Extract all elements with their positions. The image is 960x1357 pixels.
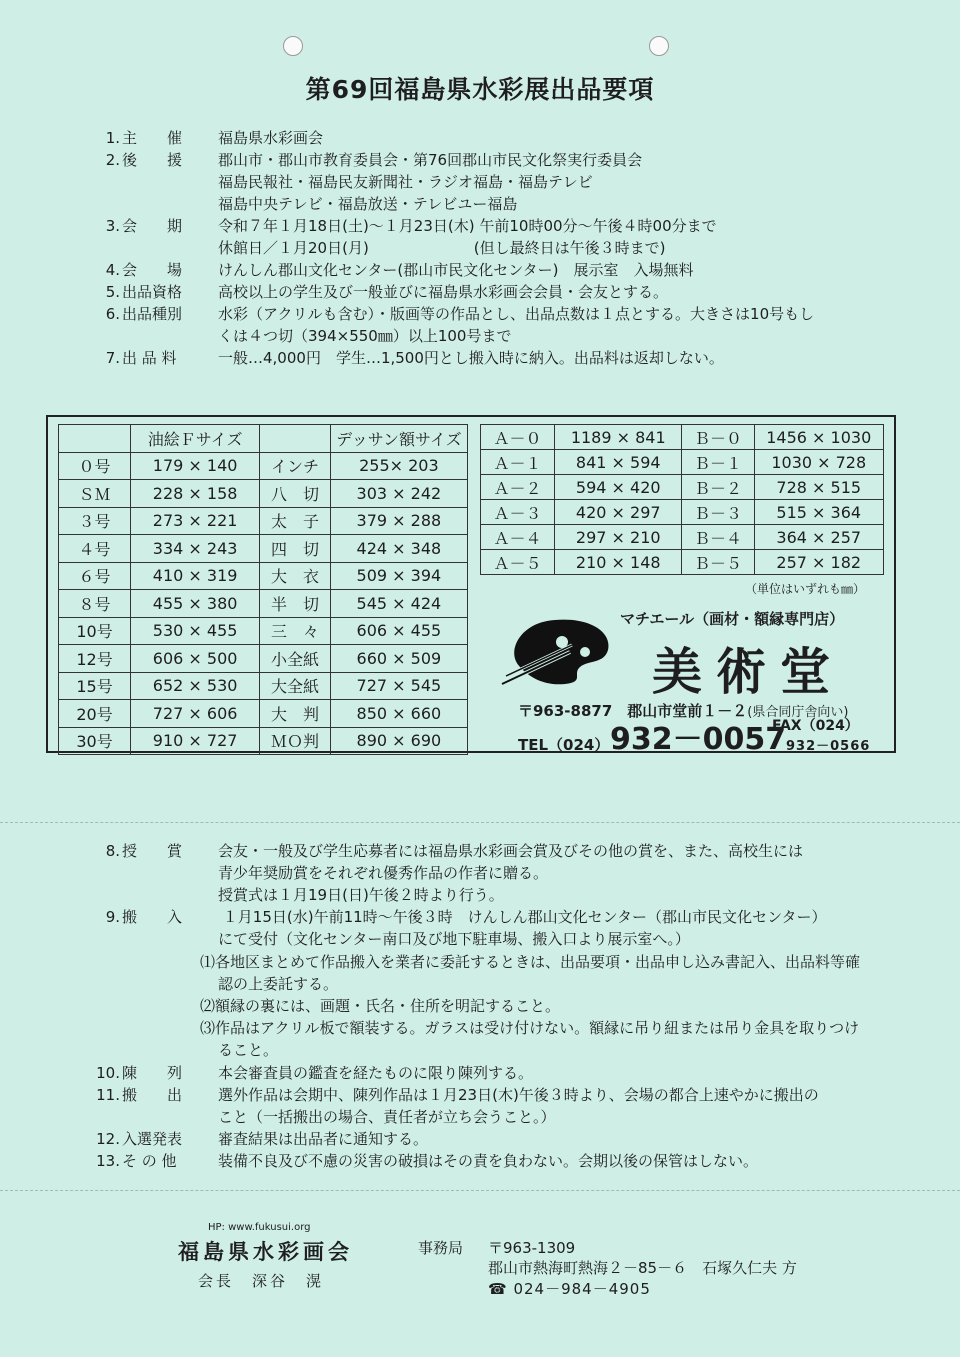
table-cell: 八 切 bbox=[260, 480, 331, 508]
table-cell: 大 判 bbox=[260, 700, 331, 728]
table-cell: 652 × 530 bbox=[131, 672, 260, 700]
item-label: 入選発表 bbox=[122, 1130, 183, 1148]
size-table-header-row bbox=[59, 425, 468, 453]
table-cell: 257 × 182 bbox=[754, 550, 883, 575]
table-cell: 850 × 660 bbox=[330, 700, 467, 728]
table-cell: ＭＯ判 bbox=[260, 727, 331, 755]
table-cell: Ａ－２ bbox=[481, 475, 555, 500]
item-label: そ の 他 bbox=[122, 1152, 177, 1170]
size-table-header: デッサン額サイズ bbox=[330, 425, 467, 453]
item-label: 搬 入 bbox=[122, 908, 183, 926]
page-title: 第69回福島県水彩展出品要項 bbox=[305, 75, 655, 104]
table-cell: Ｂ－３ bbox=[682, 500, 754, 525]
note-item: ⑶作品はアクリル板で額装する。ガラスは受け付けない。額縁に吊り紐または吊り金具を取りつけること。 bbox=[200, 1019, 860, 1059]
item-number: 12. bbox=[96, 1130, 120, 1148]
table-cell: 三 々 bbox=[260, 617, 331, 645]
palette-logo-icon bbox=[500, 612, 620, 687]
table-cell: ＳＭ bbox=[59, 480, 131, 508]
table-row bbox=[59, 562, 468, 590]
item-label: 授 賞 bbox=[122, 842, 183, 860]
item-text: 選外作品は会期中、陳列作品は１月23日(木)午後３時より、会場の都合上速やかに搬出の こと（一括搬出の場合、責任者が立ち会うこと。） bbox=[218, 1086, 819, 1126]
table-cell: Ａ－３ bbox=[481, 500, 555, 525]
table-cell: 364 × 257 bbox=[754, 525, 883, 550]
item-text: 会友・一般及び学生応募者には福島県水彩画会賞及びその他の賞を、また、高校生には 青少年奨励賞をそれぞれ優秀作品の作者に贈る。 授賞式は１月19日(日)午後２時より行う。 bbox=[218, 842, 804, 904]
table-cell: 15号 bbox=[59, 672, 131, 700]
item-number: 7. bbox=[105, 349, 120, 367]
table-cell: Ｂ－４ bbox=[682, 525, 754, 550]
item-label: 出品資格 bbox=[122, 283, 183, 301]
table-cell: 30号 bbox=[59, 727, 131, 755]
table-cell: 四 切 bbox=[260, 535, 331, 563]
item-number: 1. bbox=[105, 129, 120, 147]
office-phone: ☎ 024－984－4905 bbox=[488, 1280, 651, 1298]
table-cell: 410 × 319 bbox=[131, 562, 260, 590]
shop-fax-label: FAX（024） bbox=[772, 718, 859, 734]
table-row bbox=[59, 507, 468, 535]
office-address: 郡山市熱海町熱海２－85－６ 石塚久仁夫 方 bbox=[488, 1259, 797, 1277]
table-cell: Ｂ－１ bbox=[682, 450, 754, 475]
table-cell: 379 × 288 bbox=[330, 507, 467, 535]
table-cell: 727 × 606 bbox=[131, 700, 260, 728]
table-cell: 228 × 158 bbox=[131, 480, 260, 508]
table-cell: 455 × 380 bbox=[131, 590, 260, 618]
size-table bbox=[58, 424, 468, 755]
table-cell: 179 × 140 bbox=[131, 452, 260, 480]
item-number: 8. bbox=[105, 842, 120, 860]
table-cell: 420 × 297 bbox=[555, 500, 682, 525]
table-row bbox=[59, 452, 468, 480]
item-number: 4. bbox=[105, 261, 120, 279]
shop-zip-address: 〒963-8877 郡山市堂前１－２ bbox=[518, 702, 748, 720]
unit-note: （単位はいずれも㎜） bbox=[745, 582, 866, 596]
item-text: 郡山市・郡山市教育委員会・第76回郡山市民文化祭実行委員会 福島民報社・福島民友新聞社・ラジオ福島・福島テレビ 福島中央テレビ・福島放送・テレビユー福島 bbox=[218, 151, 643, 213]
table-row bbox=[481, 450, 884, 475]
table-row bbox=[59, 672, 468, 700]
fold-line bbox=[0, 1190, 960, 1191]
table-cell: 210 × 148 bbox=[555, 550, 682, 575]
table-cell: 728 × 515 bbox=[754, 475, 883, 500]
item-number: 13. bbox=[96, 1152, 120, 1170]
item-number: 6. bbox=[105, 305, 120, 323]
table-row bbox=[481, 525, 884, 550]
item-label: 会 場 bbox=[122, 261, 183, 279]
item-label: 後 援 bbox=[122, 151, 183, 169]
table-cell: 12号 bbox=[59, 645, 131, 673]
table-cell: 841 × 594 bbox=[555, 450, 682, 475]
shop-caption: マチエール（画材・額縁専門店） bbox=[620, 610, 845, 628]
item-number: 9. bbox=[105, 908, 120, 926]
fold-line bbox=[0, 822, 960, 823]
note-item: ⑵額縁の裏には、画題・氏名・住所を明記すること。 bbox=[200, 997, 561, 1015]
table-cell: 303 × 242 bbox=[330, 480, 467, 508]
item-text: けんしん郡山文化センター(郡山市民文化センター) 展示室 入場無料 bbox=[218, 261, 694, 279]
shop-name: 美術堂 bbox=[652, 643, 844, 701]
item-number: 3. bbox=[105, 217, 120, 235]
item-number: 10. bbox=[96, 1064, 120, 1082]
table-cell: 大全紙 bbox=[260, 672, 331, 700]
table-cell: 545 × 424 bbox=[330, 590, 467, 618]
table-cell: 1456 × 1030 bbox=[754, 425, 883, 450]
table-cell: 594 × 420 bbox=[555, 475, 682, 500]
table-cell: Ａ－４ bbox=[481, 525, 555, 550]
size-table-header bbox=[260, 425, 331, 453]
table-row bbox=[59, 480, 468, 508]
table-cell: インチ bbox=[260, 452, 331, 480]
organization-name: 福島県水彩画会 bbox=[178, 1240, 353, 1264]
table-cell: Ａ－１ bbox=[481, 450, 555, 475]
table-row bbox=[481, 425, 884, 450]
item-number: 11. bbox=[96, 1086, 120, 1104]
table-row bbox=[59, 700, 468, 728]
table-cell: ４号 bbox=[59, 535, 131, 563]
item-text: 高校以上の学生及び一般並びに福島県水彩画会会員・会友とする。 bbox=[218, 283, 669, 301]
table-cell: 890 × 690 bbox=[330, 727, 467, 755]
table-cell: 509 × 394 bbox=[330, 562, 467, 590]
table-cell: 515 × 364 bbox=[754, 500, 883, 525]
table-cell: 424 × 348 bbox=[330, 535, 467, 563]
table-cell: 半 切 bbox=[260, 590, 331, 618]
table-cell: 606 × 455 bbox=[330, 617, 467, 645]
table-cell: 255× 203 bbox=[330, 452, 467, 480]
homepage-url: HP: www.fukusui.org bbox=[208, 1222, 311, 1233]
item-text: 一般…4,000円 学生…1,500円とし搬入時に納入。出品料は返却しない。 bbox=[218, 349, 724, 367]
table-row bbox=[59, 645, 468, 673]
item-label: 会 期 bbox=[122, 217, 183, 235]
item-number: 5. bbox=[105, 283, 120, 301]
table-cell: 小全紙 bbox=[260, 645, 331, 673]
item-label: 搬 出 bbox=[122, 1086, 183, 1104]
item-label: 主 催 bbox=[122, 129, 183, 147]
table-cell: Ａ－５ bbox=[481, 550, 555, 575]
table-cell: ６号 bbox=[59, 562, 131, 590]
table-cell: 530 × 455 bbox=[131, 617, 260, 645]
shop-address-note: (県合同庁舎向い) bbox=[747, 705, 849, 720]
table-cell: 297 × 210 bbox=[555, 525, 682, 550]
item-label: 陳 列 bbox=[122, 1064, 183, 1082]
table-cell: Ｂ－０ bbox=[682, 425, 754, 450]
table-cell: ３号 bbox=[59, 507, 131, 535]
size-table-header: 油絵Ｆサイズ bbox=[131, 425, 260, 453]
table-row bbox=[59, 617, 468, 645]
office-label: 事務局 bbox=[418, 1239, 464, 1257]
table-cell: 910 × 727 bbox=[131, 727, 260, 755]
table-cell: 727 × 545 bbox=[330, 672, 467, 700]
table-row bbox=[481, 475, 884, 500]
table-row bbox=[59, 535, 468, 563]
item-text: 装備不良及び不慮の災害の破損はその責を負わない。会期以後の保管はしない。 bbox=[218, 1152, 759, 1170]
carry-in-notes bbox=[200, 951, 870, 1061]
table-row bbox=[59, 727, 468, 755]
table-cell: 606 × 500 bbox=[131, 645, 260, 673]
table-cell: 大 衣 bbox=[260, 562, 331, 590]
shop-tel-label: TEL（024） bbox=[518, 736, 610, 754]
table-row bbox=[59, 590, 468, 618]
item-text: 本会審査員の鑑査を経たものに限り陳列する。 bbox=[218, 1064, 534, 1082]
table-cell: 1030 × 728 bbox=[754, 450, 883, 475]
item-text: 令和７年１月18日(土)～１月23日(木) 午前10時00分～午後４時00分まで 休館日／１月20日(月) (但し最終日は午後３時まで) bbox=[218, 217, 717, 257]
president-name: 会長 深谷 滉 bbox=[198, 1272, 325, 1290]
table-cell: ８号 bbox=[59, 590, 131, 618]
table-cell: 1189 × 841 bbox=[555, 425, 682, 450]
table-row bbox=[481, 550, 884, 575]
table-cell: 10号 bbox=[59, 617, 131, 645]
item-label: 出品種別 bbox=[122, 305, 183, 323]
punch-hole-left bbox=[283, 36, 303, 56]
table-cell: 660 × 509 bbox=[330, 645, 467, 673]
table-cell: 334 × 243 bbox=[131, 535, 260, 563]
table-cell: 20号 bbox=[59, 700, 131, 728]
item-text: 審査結果は出品者に通知する。 bbox=[218, 1130, 429, 1148]
table-cell: ０号 bbox=[59, 452, 131, 480]
shop-tel-number: 932－0057 bbox=[610, 722, 787, 757]
paper-table bbox=[480, 424, 884, 575]
table-cell: Ａ－０ bbox=[481, 425, 555, 450]
note-item: ⑴各地区まとめて作品搬入を業者に委託するときは、出品要項・出品申し込み書記入、出品料等確認の上委託する。 bbox=[200, 953, 861, 993]
item-label: 出 品 料 bbox=[122, 349, 177, 367]
shop-fax-number: 932－0566 bbox=[786, 739, 871, 754]
item-number: 2. bbox=[105, 151, 120, 169]
table-cell: Ｂ－５ bbox=[682, 550, 754, 575]
table-row bbox=[481, 500, 884, 525]
table-cell: 太 子 bbox=[260, 507, 331, 535]
item-text: １月15日(水)午前11時～午後３時 けんしん郡山文化センター（郡山市民文化センター） にて受付（文化センター南口及び地下駐車場、搬入口より展示室へ。） bbox=[218, 908, 827, 948]
item-text: 福島県水彩画会 bbox=[218, 129, 324, 147]
table-cell: Ｂ－２ bbox=[682, 475, 754, 500]
punch-hole-right bbox=[649, 36, 669, 56]
item-text: 水彩（アクリルも含む）・版画等の作品とし、出品点数は１点とする。大きさは10号もし くは４つ切（394×550㎜）以上100号まで bbox=[218, 305, 815, 345]
office-zip: 〒963-1309 bbox=[488, 1239, 576, 1257]
table-cell: 273 × 221 bbox=[131, 507, 260, 535]
size-table-header bbox=[59, 425, 131, 453]
